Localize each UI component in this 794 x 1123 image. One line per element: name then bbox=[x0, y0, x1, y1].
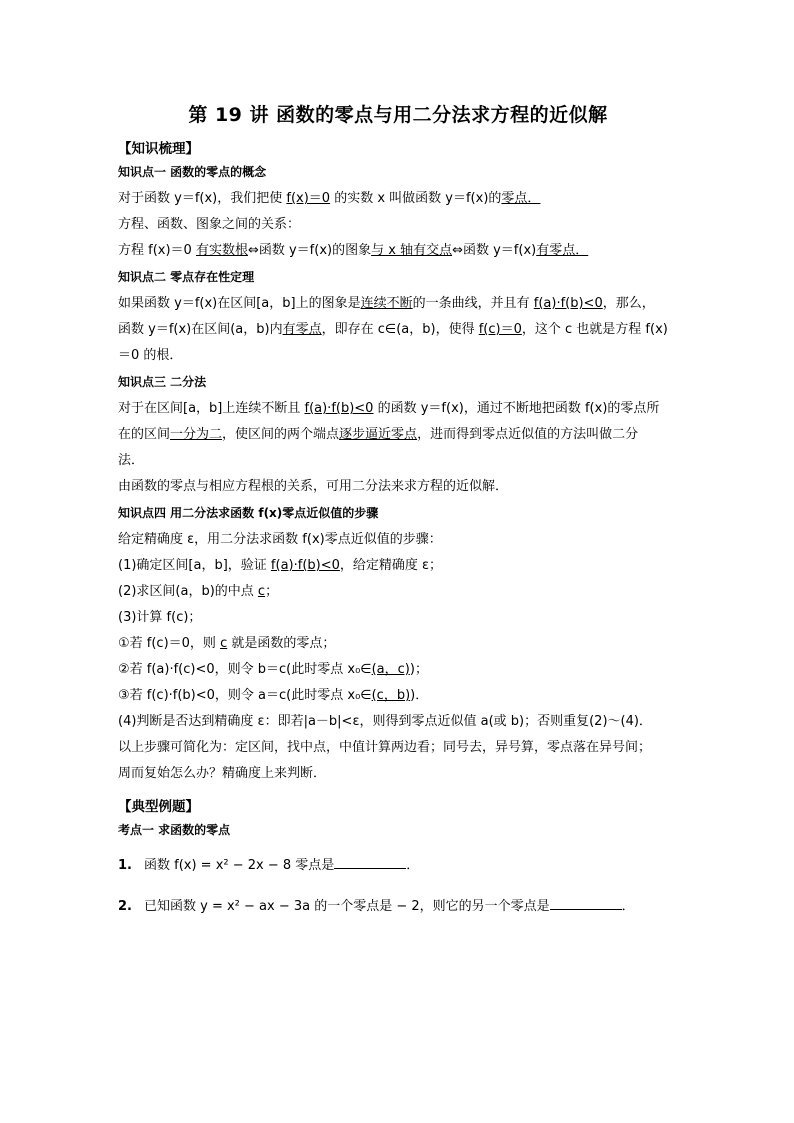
exam-point1-heading: 考点一 求函数的零点 bbox=[118, 823, 231, 837]
kp3-heading: 知识点三 二分法 bbox=[118, 375, 207, 389]
kp4-step3-case1: ①若 f(c)＝0，则 c 就是函数的零点； bbox=[118, 636, 336, 651]
kp4-step4: (4)判断是否达到精确度 ε：即若|a－b|<ε，则得到零点近似值 a(或 b)；否则重复(2)～(4)． bbox=[118, 714, 652, 729]
kp4-step3: (3)计算 f(c)； bbox=[118, 610, 202, 625]
kp4-step3-case3: ③若 f(c)·f(b)<0，则令 a＝c(此时零点 x₀∈(c，b))． bbox=[118, 688, 429, 703]
kp1-line3: 方程 f(x)＝0 有实数根⇔函数 y＝f(x)的图象与 x 轴有交点⇔函数 y＝f(x)有零点． bbox=[118, 243, 589, 258]
kp1-line1: 对于函数 y＝f(x)，我们把使 f(x)＝0 的实数 x 叫做函数 y＝f(x)的零点． bbox=[118, 191, 541, 206]
question-1: 1. 函数 f(x) = x² − 2x − 8 零点是 ． bbox=[118, 854, 678, 873]
kp2-line3: ＝0 的根． bbox=[118, 348, 183, 363]
kp4-summary2: 周而复始怎么办？精确度上来判断． bbox=[118, 766, 327, 781]
kp2-line2: 函数 y＝f(x)在区间(a，b)内有零点，即存在 c∈(a，b)，使得 f(c)＝0，这个 c 也就是方程 f(x) bbox=[118, 322, 668, 337]
kp4-summary1: 以上步骤可简化为：定区间，找中点，中值计算两边看；同号去，异号算，零点落在异号间； bbox=[118, 740, 652, 755]
kp4-step3-case2: ②若 f(a)·f(c)<0，则令 b＝c(此时零点 x₀∈(a，c))； bbox=[118, 662, 428, 677]
kp3-line3: 法． bbox=[118, 453, 145, 468]
page-title: 第 19 讲 函数的零点与用二分法求方程的近似解 bbox=[188, 104, 608, 126]
kp2-heading: 知识点二 零点存在性定理 bbox=[118, 270, 255, 284]
kp3-line1: 对于在区间[a，b]上连续不断且 f(a)·f(b)<0 的函数 y＝f(x)，通过不断地把函数 f(x)的零点所 bbox=[118, 401, 660, 416]
question-2: 2. 已知函数 y = x² − ax − 3a 的一个零点是 − 2，则它的另一个零点是 ． bbox=[118, 895, 678, 914]
kp4-line1: 给定精确度 ε，用二分法求函数 f(x)零点近似值的步骤： bbox=[118, 532, 442, 547]
kp4-step1: (1)确定区间[a，b]，验证 f(a)·f(b)<0，给定精确度 ε； bbox=[118, 558, 443, 573]
kp4-step2: (2)求区间(a，b)的中点 c； bbox=[118, 584, 279, 599]
document-page bbox=[118, 100, 678, 914]
kp3-line2: 在的区间一分为二，使区间的两个端点逐步逼近零点，进而得到零点近似值的方法叫做二分 bbox=[118, 427, 639, 442]
kp4-heading: 知识点四 用二分法求函数 f(x)零点近似值的步骤 bbox=[118, 506, 379, 520]
kp3-line4: 由函数的零点与相应方程根的关系，可用二分法来求方程的近似解． bbox=[118, 479, 509, 494]
kp1-heading: 知识点一 函数的零点的概念 bbox=[118, 165, 267, 179]
kp2-line1: 如果函数 y＝f(x)在区间[a，b]上的图象是连续不断的一条曲线，并且有 f(a)·f(b)<0，那么， bbox=[118, 296, 655, 311]
section-knowledge-heading: 【知识梳理】 bbox=[118, 141, 199, 157]
answer-blank-1[interactable] bbox=[334, 855, 406, 869]
answer-blank-2[interactable] bbox=[550, 896, 622, 910]
section-examples-heading: 【典型例题】 bbox=[118, 799, 199, 815]
kp1-line2: 方程、函数、图象之间的关系： bbox=[118, 217, 301, 232]
